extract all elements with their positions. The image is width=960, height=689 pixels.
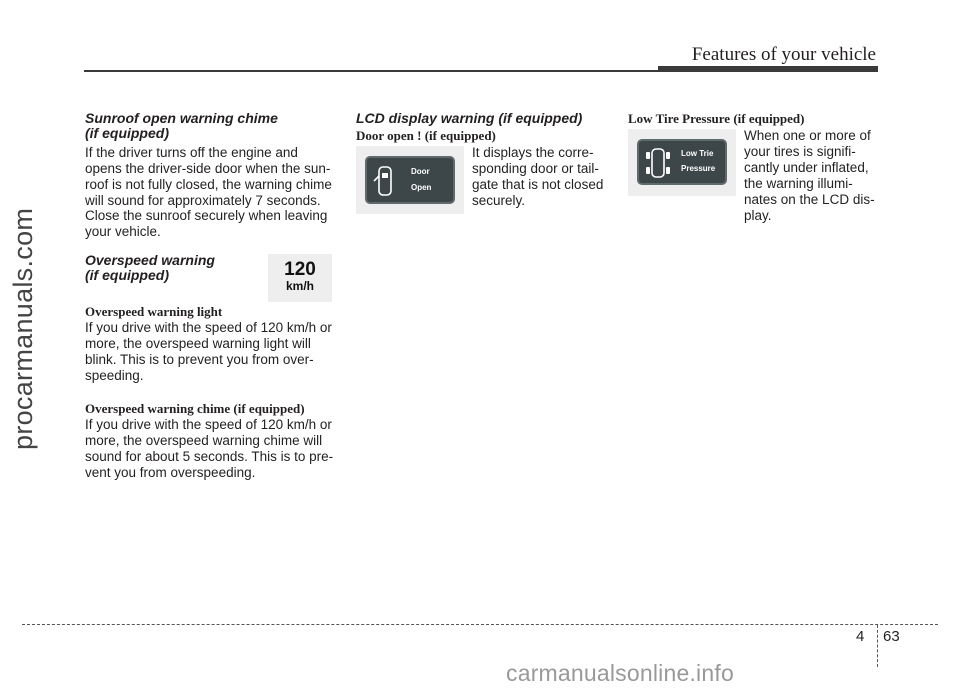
text-line: speeding.	[85, 368, 144, 383]
text-line: your tires is signifi-	[744, 144, 856, 159]
overspeed-heading-line1: Overspeed warning	[85, 252, 215, 268]
text-line: nates on the LCD dis-	[744, 192, 875, 207]
footer-dashed-rule	[22, 624, 938, 625]
text-line: more, the overspeed warning light will	[85, 336, 311, 351]
text-line: the warning illumi-	[744, 176, 853, 191]
text-line: will sound for approximately 7 seconds.	[85, 193, 321, 208]
overspeed-heading	[85, 253, 215, 283]
low-tire-heading: Low Tire Pressure (if equipped)	[628, 111, 805, 126]
text-line: securely.	[472, 193, 526, 208]
overspeed-chime-paragraph	[85, 417, 333, 481]
side-watermark[interactable]: procarmanuals.com	[8, 207, 38, 450]
low-tire-paragraph	[744, 128, 875, 224]
sunroof-heading	[85, 111, 278, 141]
text-line: blink. This is to prevent you from over-	[85, 352, 314, 367]
overspeed-value: 120	[284, 259, 316, 280]
header-rule-thick	[658, 66, 878, 72]
footer-watermark[interactable]: carmanualsonline.info	[506, 660, 734, 686]
overspeed-light-paragraph	[85, 320, 332, 384]
tire-pressure-car-icon	[644, 145, 672, 181]
text-line: It displays the corre-	[472, 145, 594, 160]
car-door-open-icon	[373, 164, 395, 198]
text-line: If you drive with the speed of 120 km/h or	[85, 417, 332, 432]
text-line: play.	[744, 208, 772, 223]
sunroof-heading-line1: Sunroof open warning chime	[85, 110, 278, 126]
overspeed-chime-heading: Overspeed warning chime (if equipped)	[85, 401, 305, 416]
low-tire-lcd	[637, 139, 727, 185]
tire-lcd-line2: Pressure	[681, 164, 716, 173]
text-line: your vehicle.	[85, 224, 161, 239]
text-line: more, the overspeed warning chime will	[85, 433, 323, 448]
text-line: opens the driver-side door when the sun-	[85, 161, 331, 176]
door-open-lcd	[365, 156, 455, 204]
text-line: If you drive with the speed of 120 km/h or	[85, 320, 332, 335]
sunroof-heading-line2: (if equipped)	[85, 125, 169, 141]
door-open-paragraph	[472, 145, 603, 209]
door-lcd-line1: Door	[411, 167, 430, 176]
sunroof-paragraph-1	[85, 145, 332, 209]
door-open-image	[356, 146, 464, 214]
text-line: When one or more of	[744, 128, 871, 143]
header-rule-thin	[84, 70, 660, 72]
footer-vertical-divider	[877, 625, 878, 667]
text-line: cantly under inflated,	[744, 160, 869, 175]
overspeed-unit: km/h	[285, 279, 314, 293]
chapter-number: 4	[856, 628, 865, 645]
door-lcd-line2: Open	[411, 183, 432, 192]
text-line: vent you from overspeeding.	[85, 465, 256, 480]
tire-lcd-line1: Low Trie	[681, 149, 714, 158]
text-line: gate that is not closed	[472, 177, 604, 192]
overspeed-indicator-image	[268, 254, 332, 302]
text-line: sponding door or tail-	[472, 161, 599, 176]
text-line: sound for about 5 seconds. This is to pre-	[85, 449, 334, 464]
text-line: roof is not fully closed, the warning chime	[85, 177, 332, 192]
sunroof-paragraph-2	[85, 208, 327, 240]
overspeed-heading-line2: (if equipped)	[85, 267, 169, 283]
door-open-heading: Door open ! (if equipped)	[356, 128, 496, 143]
page-number: 63	[883, 628, 900, 645]
text-line: Close the sunroof securely when leaving	[85, 208, 328, 223]
low-tire-image	[628, 129, 736, 196]
header-title: Features of your vehicle	[691, 44, 876, 65]
lcd-warning-heading: LCD display warning (if equipped)	[356, 110, 583, 126]
text-line: If the driver turns off the engine and	[85, 145, 298, 160]
overspeed-light-heading: Overspeed warning light	[85, 304, 223, 319]
